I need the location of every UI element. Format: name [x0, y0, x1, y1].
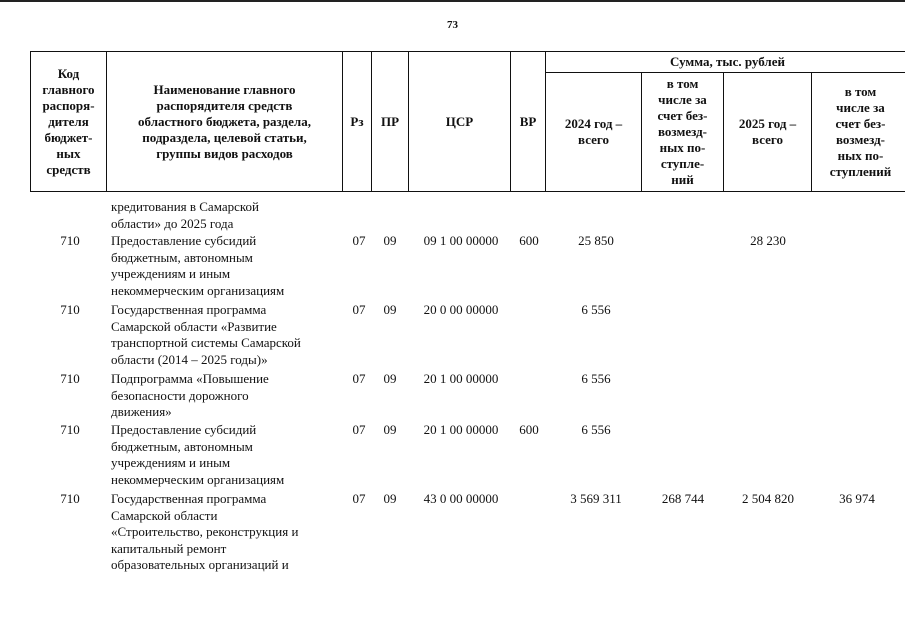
row-code: 710 — [60, 491, 80, 506]
row-2025-bezv: 36 974 — [839, 491, 875, 506]
header-2024-total: 2024 год – всего — [564, 116, 623, 147]
row-2024-total: 3 569 311 — [570, 491, 622, 506]
header-rz: Рз — [350, 113, 364, 129]
top-rule — [0, 0, 905, 2]
row-rz: 07 — [352, 233, 366, 248]
header-sum-group: Сумма, тыс. рублей — [670, 54, 785, 69]
row-name: Подпрограмма «Повышение безопасности дорожного движения» — [111, 371, 269, 419]
row-name: Государственная программа Самарской области «Строительство, реконструкция и капитальный ремонт образовательных организаций и — [111, 491, 299, 572]
row-name: кредитования в Самарской области» до 2025 года — [111, 199, 259, 231]
header-2025-total: 2025 год – всего — [738, 116, 797, 147]
row-code: 710 — [60, 422, 80, 437]
row-pr: 09 — [383, 491, 397, 506]
page-number: 73 — [447, 19, 458, 31]
row-csr: 20 0 00 00000 — [423, 302, 499, 317]
row-2024-total: 25 850 — [578, 233, 614, 248]
row-csr: 09 1 00 00000 — [423, 233, 499, 248]
row-rz: 07 — [352, 371, 366, 386]
row-name: Предоставление субсидий бюджетным, автономным учреждениям и иным некоммерческим организациям — [111, 233, 285, 298]
row-csr: 43 0 00 00000 — [423, 491, 499, 506]
row-vr: 600 — [519, 233, 539, 248]
header-code: Код главного распоря- дителя бюджет- ных средств — [42, 65, 95, 177]
row-name: Государственная программа Самарской области «Развитие транспортной системы Самарской области (2014 – 2025 годы)» — [111, 302, 301, 367]
row-pr: 09 — [383, 422, 397, 437]
header-2024-bezv: в том числе за счет без- возмезд- ных по- ступле- ний — [657, 76, 708, 187]
row-rz: 07 — [352, 491, 366, 506]
row-code: 710 — [60, 233, 80, 248]
row-pr: 09 — [383, 233, 397, 248]
row-2024-total: 6 556 — [581, 422, 611, 437]
row-2024-bezv: 268 744 — [661, 491, 705, 506]
row-2025-total: 2 504 820 — [742, 491, 794, 506]
row-rz: 07 — [352, 302, 366, 317]
header-name: Наименование главного распорядителя средств областного бюджета, раздела, подраздела, целевой статьи, группы видов расходов — [138, 81, 311, 161]
header-pr: ПР — [380, 113, 400, 129]
row-code: 710 — [60, 371, 80, 386]
row-pr: 09 — [383, 371, 397, 386]
row-pr: 09 — [383, 302, 397, 317]
row-rz: 07 — [352, 422, 366, 437]
row-vr: 600 — [519, 422, 539, 437]
header-2025-bezv: в том числе за счет без- возмезд- ных по- ступлений — [829, 84, 892, 179]
row-2024-total: 6 556 — [581, 371, 611, 386]
header-csr: ЦСР — [445, 113, 474, 129]
row-name: Предоставление субсидий бюджетным, автономным учреждениям и иным некоммерческим организациям — [111, 422, 285, 487]
table-header — [30, 51, 905, 192]
row-code: 710 — [60, 302, 80, 317]
row-csr: 20 1 00 00000 — [423, 422, 499, 437]
row-2025-total: 28 230 — [750, 233, 786, 248]
row-csr: 20 1 00 00000 — [423, 371, 499, 386]
row-2024-total: 6 556 — [581, 302, 611, 317]
header-vr: ВР — [519, 113, 537, 129]
